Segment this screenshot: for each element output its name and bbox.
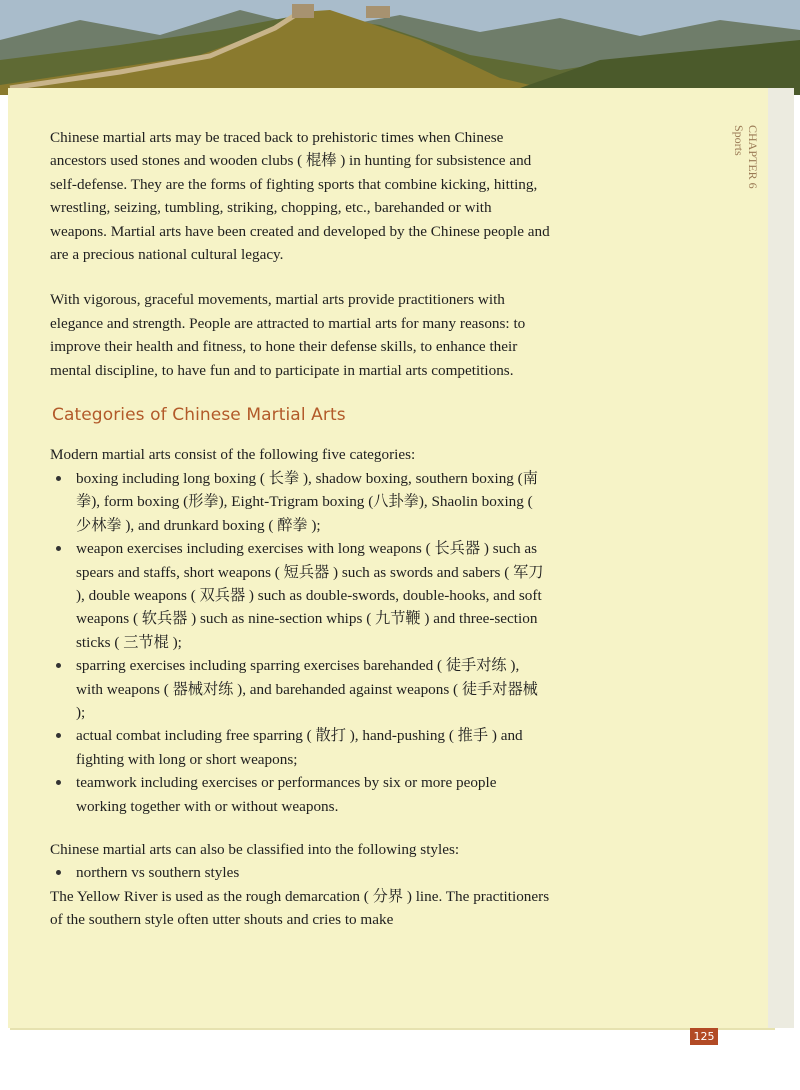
list-item: boxing including long boxing ( 长拳 ), shadow boxing, southern boxing (南拳), form boxing (形拳), Eight-Trigram boxing (八卦拳), Shaolin boxing ( 少林拳 ), and drunkard boxing ( 醉拳 );	[50, 467, 550, 537]
bullet-icon	[56, 780, 61, 785]
list-item: northern vs southern styles	[50, 861, 550, 884]
list-item: weapon exercises including exercises with long weapons ( 长兵器 ) such as spears and staffs, short weapons ( 短兵器 ) such as swords and sabers ( 军刀 ), double weapons ( 双兵器 ) such as double-swords, double-hooks, and soft weapons ( 软兵器 ) such as nine-section whips ( 九节鞭 ) and three-section sticks ( 三节棍 );	[50, 537, 550, 654]
chapter-label: CHAPTER 6	[746, 125, 760, 189]
page-number-badge: 125	[690, 1028, 718, 1045]
categories-list	[50, 467, 550, 818]
bullet-icon	[56, 546, 61, 551]
bullet-icon	[56, 870, 61, 875]
great-wall-illustration	[0, 0, 800, 95]
styles-intro: Chinese martial arts can also be classified into the following styles:	[50, 840, 460, 858]
chapter-side-tab	[732, 125, 760, 189]
styles-list	[50, 861, 550, 884]
list-item: teamwork including exercises or performances by six or more people working together with or without weapons.	[50, 771, 550, 818]
categories-intro: Modern martial arts consist of the following five categories:	[50, 446, 416, 464]
intro-paragraph: Chinese martial arts may be traced back to prehistoric times when Chinese ancestors used stones and wooden clubs ( 棍棒 ) in hunting for subsistence and self-defense. They are the forms of fighting sports that combine kicking, hitting, wrestling, seizing, tumbling, striking, chopping, etc., barehanded or with weapons. Martial arts have been created and developed by the Chinese people and are a precious national cultural legacy.	[50, 129, 550, 264]
list-item: actual combat including free sparring ( 散打 ), hand-pushing ( 推手 ) and fighting with long or short weapons;	[50, 724, 550, 771]
page-side-strip	[768, 88, 794, 1028]
page-content	[50, 126, 550, 954]
benefits-paragraph: With vigorous, graceful movements, martial arts provide practitioners with elegance and strength. People are attracted to martial arts for many reasons: to improve their health and fitness, to hone their defense skills, to enhance their mental discipline, to have fun and to participate in martial arts competitions.	[50, 291, 526, 379]
great-wall-banner-image	[0, 0, 800, 95]
bullet-icon	[56, 476, 61, 481]
bullet-icon	[56, 663, 61, 668]
section-label: Sports	[732, 125, 746, 156]
section-heading: Categories of Chinese Martial Arts	[52, 405, 346, 426]
bullet-icon	[56, 733, 61, 738]
list-item: sparring exercises including sparring exercises barehanded ( 徒手对练 ), with weapons ( 器械对练 ), and barehanded against weapons ( 徒手对器械 );	[50, 654, 550, 724]
closing-paragraph: The Yellow River is used as the rough demarcation ( 分界 ) line. The practitioners of the southern style often utter shouts and cries to make	[50, 887, 550, 929]
